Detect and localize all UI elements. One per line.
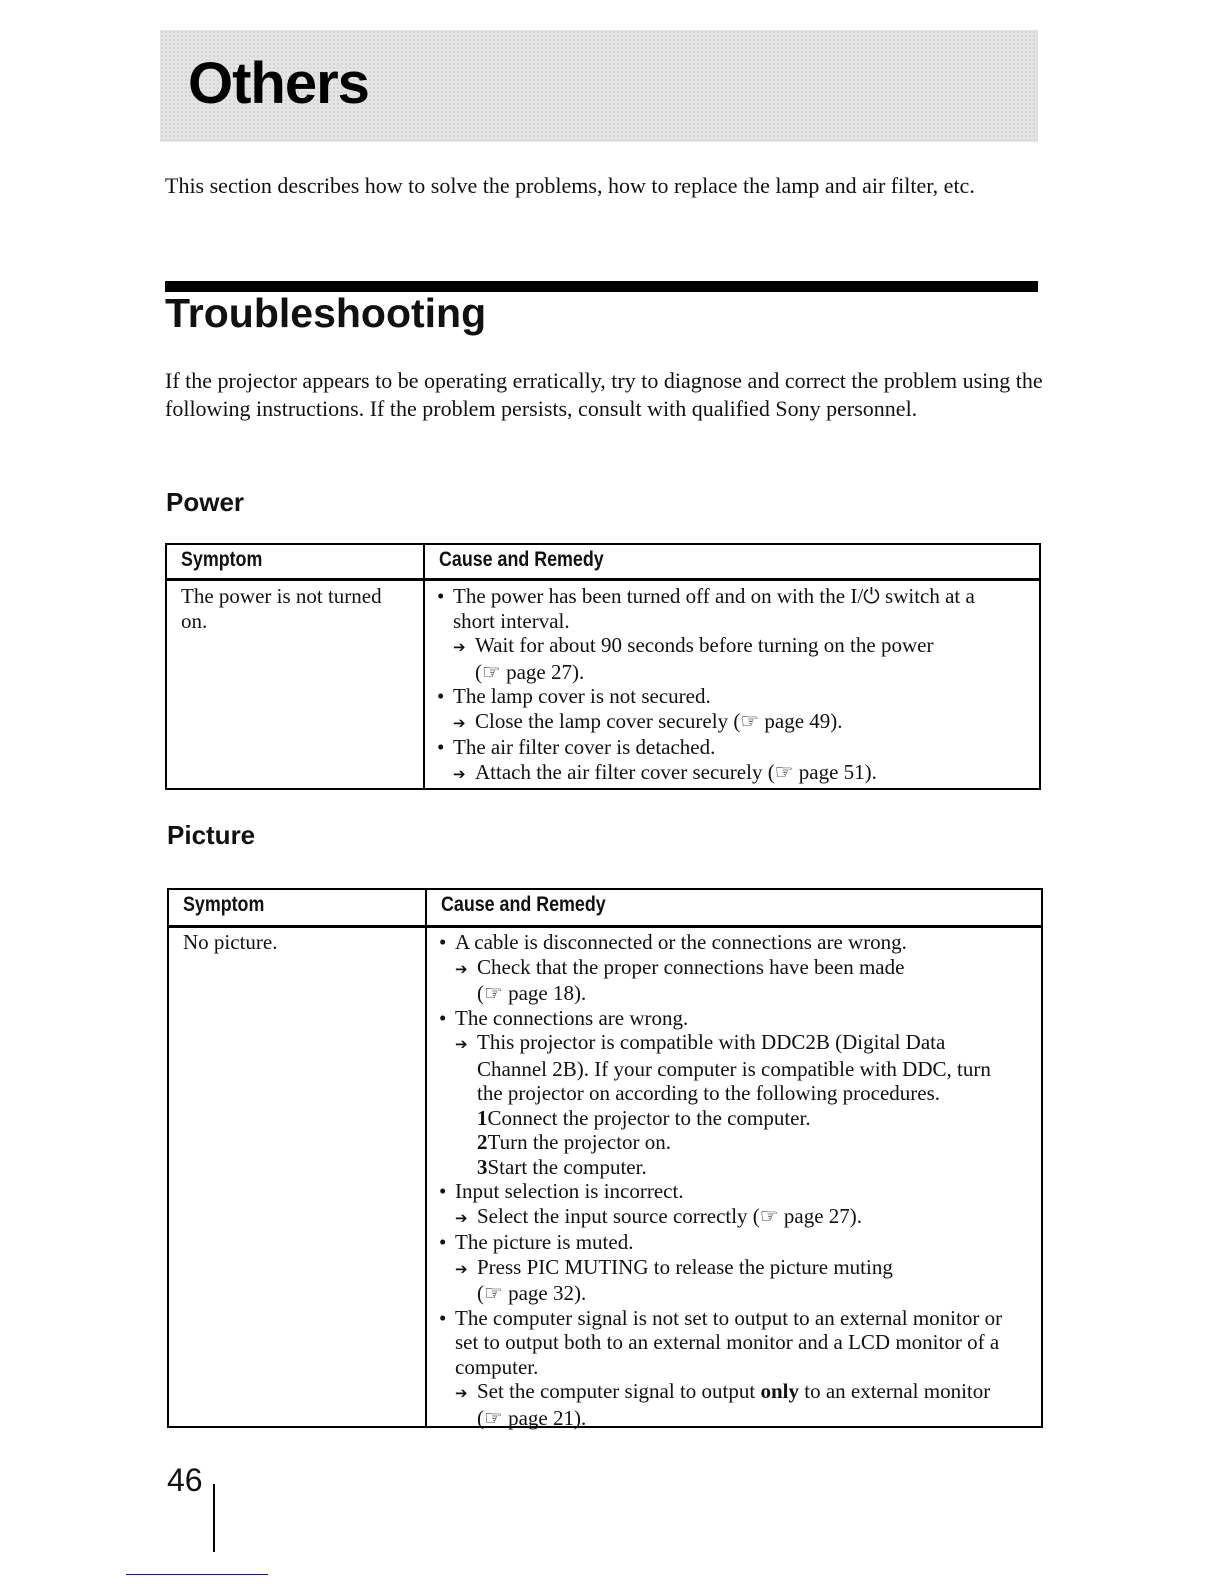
line-text: Check that the proper connections have been made xyxy=(477,954,905,979)
line-text: Wait for about 90 seconds before turning on the power xyxy=(475,633,934,657)
power-table xyxy=(165,543,1041,790)
bullet-icon: • xyxy=(439,1005,447,1030)
bullet-icon: • xyxy=(439,930,447,954)
remedy-cell xyxy=(439,930,1002,1430)
symptom-header: Symptom xyxy=(183,893,265,916)
symptom-cell: The power is not turned on. xyxy=(181,584,382,633)
section-title: Others xyxy=(188,51,369,116)
step-number: 3 xyxy=(477,1154,488,1179)
line-text: Select the input source correctly (☞ page 27). xyxy=(477,1203,863,1228)
remedy-line xyxy=(437,609,975,634)
line-text: (☞ page 18). xyxy=(477,981,587,1005)
remedy-line xyxy=(439,1406,1002,1431)
arrow-icon: ➔ xyxy=(455,1208,468,1227)
line-text: Channel 2B). If your computer is compatible with DDC, turn xyxy=(477,1056,991,1081)
bullet-icon: • xyxy=(439,1179,447,1203)
remedy-line xyxy=(439,1355,1002,1380)
remedy-line xyxy=(437,735,975,760)
line-text: The connections are wrong. xyxy=(455,1005,689,1030)
arrow-icon: ➔ xyxy=(453,713,466,732)
footer-line xyxy=(126,1574,268,1575)
line-text: The computer signal is not set to output to an external monitor or xyxy=(455,1305,1003,1330)
line-text: Attach the air filter cover securely (☞ page 51). xyxy=(475,759,877,784)
line-text: Input selection is incorrect. xyxy=(455,1179,684,1203)
line-text: A cable is disconnected or the connections are wrong. xyxy=(455,930,907,954)
remedy-line xyxy=(437,760,975,787)
page-number-bar xyxy=(213,1484,215,1552)
remedy-line xyxy=(439,1106,1002,1131)
line-text: The lamp cover is not secured. xyxy=(453,684,711,708)
line-text: Start the computer. xyxy=(487,1154,647,1179)
line-text: Set the computer signal to output xyxy=(477,1379,761,1403)
remedy-line xyxy=(439,1230,1002,1255)
step-number: 2 xyxy=(477,1130,488,1154)
line-text: Connect the projector to the computer. xyxy=(487,1105,811,1130)
line-text: (☞ page 27). xyxy=(475,659,585,684)
line-text: Close the lamp cover securely (☞ page 49). xyxy=(475,708,843,733)
remedy-line xyxy=(439,1306,1002,1331)
remedy-line xyxy=(439,1057,1002,1082)
column-divider xyxy=(425,890,427,1426)
remedy-line xyxy=(439,1006,1002,1031)
remedy-line xyxy=(439,1330,1002,1355)
remedy-line xyxy=(437,584,975,609)
bullet-icon: • xyxy=(437,735,445,759)
line-text: short interval. xyxy=(453,608,570,633)
remedy-line xyxy=(439,1179,1002,1204)
step-number: 1 xyxy=(477,1105,488,1130)
intro-text: This section describes how to solve the problems, how to replace the lamp and air filter, etc. xyxy=(165,173,975,198)
symptom-header: Symptom xyxy=(181,548,263,571)
line-text: This projector is compatible with DDC2B (Digital Data xyxy=(477,1030,946,1054)
remedy-line xyxy=(437,633,975,660)
emphasis-text: only xyxy=(760,1379,799,1403)
line-text: Press PIC MUTING to release the picture muting xyxy=(477,1254,893,1279)
remedy-line xyxy=(437,684,975,709)
bullet-icon: • xyxy=(437,684,445,708)
picture-table xyxy=(167,888,1043,1428)
bullet-icon: • xyxy=(437,584,445,608)
line-text: (☞ page 32). xyxy=(477,1281,587,1305)
bullet-icon: • xyxy=(439,1230,447,1254)
line-text: (☞ page 21). xyxy=(477,1405,587,1430)
remedy-cell xyxy=(437,584,975,786)
line-text: The air filter cover is detached. xyxy=(453,735,716,759)
line-text: The picture is muted. xyxy=(455,1230,634,1254)
arrow-icon: ➔ xyxy=(455,1259,468,1278)
power-heading: Power xyxy=(166,487,245,517)
remedy-line xyxy=(439,1130,1002,1155)
remedy-line xyxy=(439,930,1002,955)
line-text: Turn the projector on. xyxy=(487,1130,672,1154)
remedy-header: Cause and Remedy xyxy=(439,548,604,571)
page-number: 46 xyxy=(167,1462,203,1498)
line-text: The power has been turned off and on with the I/⏻ switch at a xyxy=(453,584,975,608)
column-divider xyxy=(423,545,425,788)
remedy-line xyxy=(439,1255,1002,1282)
section-banner xyxy=(160,30,1038,142)
remedy-line xyxy=(439,1030,1002,1057)
remedy-line xyxy=(439,1379,1002,1406)
remedy-line xyxy=(437,709,975,736)
remedy-header: Cause and Remedy xyxy=(441,893,606,916)
line-text: to an external monitor xyxy=(798,1379,991,1403)
remedy-line xyxy=(439,1081,1002,1106)
arrow-icon: ➔ xyxy=(453,764,466,783)
intro-paragraph: If the projector appears to be operating erratically, try to diagnose and correct the problem using the following instructions. If the problem persists, consult with qualified Sony personnel. xyxy=(165,368,1043,421)
arrow-icon: ➔ xyxy=(455,1035,468,1053)
bullet-icon: • xyxy=(439,1305,447,1330)
arrow-icon: ➔ xyxy=(455,959,468,978)
arrow-icon: ➔ xyxy=(453,638,466,656)
remedy-line xyxy=(439,981,1002,1006)
arrow-icon: ➔ xyxy=(455,1384,468,1402)
line-text: set to output both to an external monitor and a LCD monitor of a xyxy=(455,1330,1000,1354)
line-text: computer. xyxy=(455,1354,539,1379)
picture-heading: Picture xyxy=(167,820,256,850)
symptom-cell: No picture. xyxy=(183,930,278,954)
remedy-line xyxy=(439,1155,1002,1180)
remedy-line xyxy=(439,1281,1002,1306)
page-heading: Troubleshooting xyxy=(165,290,487,336)
remedy-line xyxy=(437,660,975,685)
remedy-line xyxy=(439,1204,1002,1231)
remedy-line xyxy=(439,955,1002,982)
line-text: the projector on according to the following procedures. xyxy=(477,1081,941,1105)
